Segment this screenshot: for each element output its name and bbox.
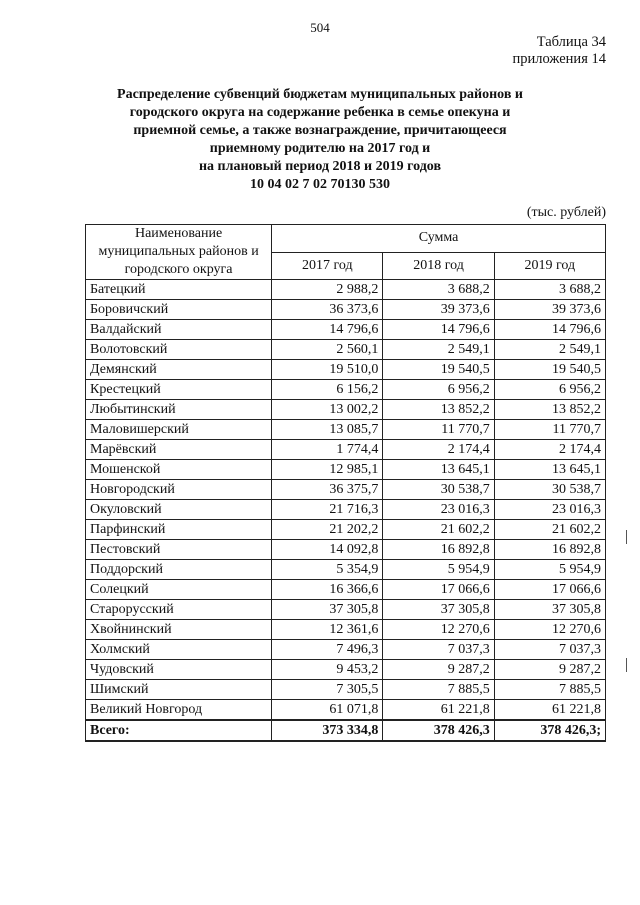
table-row xyxy=(86,440,606,460)
value-2018: 17 066,6 xyxy=(383,580,494,600)
value-2018: 3 688,2 xyxy=(383,280,494,300)
document-title xyxy=(80,86,560,194)
total-2019: 378 426,3; xyxy=(494,720,605,741)
district-name: Маловишерский xyxy=(86,420,272,440)
value-2019: 21 602,2 xyxy=(494,520,605,540)
appendix-label: приложения 14 xyxy=(512,51,606,67)
district-name: Шимский xyxy=(86,680,272,700)
value-2019: 14 796,6 xyxy=(494,320,605,340)
table-row xyxy=(86,300,606,320)
value-2017: 21 716,3 xyxy=(272,500,383,520)
table-row xyxy=(86,520,606,540)
value-2018: 21 602,2 xyxy=(383,520,494,540)
value-2017: 9 453,2 xyxy=(272,660,383,680)
district-name: Окуловский xyxy=(86,500,272,520)
value-2019: 61 221,8 xyxy=(494,700,605,721)
value-2018: 6 956,2 xyxy=(383,380,494,400)
value-2017: 37 305,8 xyxy=(272,600,383,620)
title-line: на плановый период 2018 и 2019 годов xyxy=(198,159,442,174)
table-row xyxy=(86,360,606,380)
total-label: Всего: xyxy=(86,720,272,741)
district-name: Крестецкий xyxy=(86,380,272,400)
table-row xyxy=(86,400,606,420)
value-2017: 7 496,3 xyxy=(272,640,383,660)
value-2019: 7 885,5 xyxy=(494,680,605,700)
value-2019: 19 540,5 xyxy=(494,360,605,380)
value-2017: 14 092,8 xyxy=(272,540,383,560)
value-2018: 2 174,4 xyxy=(383,440,494,460)
district-name: Хвойнинский xyxy=(86,620,272,640)
header-year-2017: 2017 год xyxy=(272,252,383,280)
district-name: Валдайский xyxy=(86,320,272,340)
table-row xyxy=(86,460,606,480)
value-2018: 11 770,7 xyxy=(383,420,494,440)
value-2017: 21 202,2 xyxy=(272,520,383,540)
title-line: приемной семье, а также вознаграждение, причитающееся xyxy=(133,123,507,138)
value-2018: 7 037,3 xyxy=(383,640,494,660)
value-2017: 6 156,2 xyxy=(272,380,383,400)
value-2018: 39 373,6 xyxy=(383,300,494,320)
value-2019: 9 287,2 xyxy=(494,660,605,680)
district-name: Чудовский xyxy=(86,660,272,680)
value-2018: 9 287,2 xyxy=(383,660,494,680)
value-2019: 2 174,4 xyxy=(494,440,605,460)
value-2017: 2 988,2 xyxy=(272,280,383,300)
table-label: Таблица 34 xyxy=(536,34,606,50)
value-2018: 23 016,3 xyxy=(383,500,494,520)
table-body xyxy=(86,280,606,721)
value-2018: 12 270,6 xyxy=(383,620,494,640)
district-name: Мошенской xyxy=(86,460,272,480)
value-2018: 61 221,8 xyxy=(383,700,494,721)
district-name: Старорусский xyxy=(86,600,272,620)
value-2019: 39 373,6 xyxy=(494,300,605,320)
table-row xyxy=(86,580,606,600)
value-2019: 16 892,8 xyxy=(494,540,605,560)
table-row xyxy=(86,680,606,700)
district-name: Солецкий xyxy=(86,580,272,600)
value-2019: 11 770,7 xyxy=(494,420,605,440)
value-2018: 14 796,6 xyxy=(383,320,494,340)
district-name: Пестовский xyxy=(86,540,272,560)
value-2017: 14 796,6 xyxy=(272,320,383,340)
title-line: приемному родителю на 2017 год и xyxy=(209,141,431,156)
value-2018: 13 645,1 xyxy=(383,460,494,480)
value-2019: 7 037,3 xyxy=(494,640,605,660)
table-row xyxy=(86,620,606,640)
value-2019: 30 538,7 xyxy=(494,480,605,500)
header-name: Наименование муниципальных районов и городского округа xyxy=(86,225,272,280)
value-2017: 1 774,4 xyxy=(272,440,383,460)
table-row xyxy=(86,560,606,580)
district-name: Великий Новгород xyxy=(86,700,272,721)
value-2018: 19 540,5 xyxy=(383,360,494,380)
table-row xyxy=(86,480,606,500)
margin-mark xyxy=(626,530,627,544)
value-2018: 5 954,9 xyxy=(383,560,494,580)
table-row xyxy=(86,540,606,560)
value-2017: 13 002,2 xyxy=(272,400,383,420)
value-2017: 61 071,8 xyxy=(272,700,383,721)
table-row xyxy=(86,380,606,400)
budget-code: 10 04 02 7 02 70130 530 xyxy=(250,177,390,192)
value-2018: 37 305,8 xyxy=(383,600,494,620)
value-2017: 5 354,9 xyxy=(272,560,383,580)
value-2019: 23 016,3 xyxy=(494,500,605,520)
district-name: Любытинский xyxy=(86,400,272,420)
total-2018: 378 426,3 xyxy=(383,720,494,741)
value-2017: 36 373,6 xyxy=(272,300,383,320)
header-year-2018: 2018 год xyxy=(383,252,494,280)
district-name: Парфинский xyxy=(86,520,272,540)
value-2019: 12 270,6 xyxy=(494,620,605,640)
table-row xyxy=(86,340,606,360)
value-2017: 36 375,7 xyxy=(272,480,383,500)
header-sum: Сумма xyxy=(272,225,606,253)
title-line: Распределение субвенций бюджетам муниципальных районов и xyxy=(117,87,523,102)
title-line: городского округа на содержание ребенка в семье опекуна и xyxy=(129,105,511,120)
district-name: Батецкий xyxy=(86,280,272,300)
value-2017: 12 361,6 xyxy=(272,620,383,640)
district-name: Боровичский xyxy=(86,300,272,320)
district-name: Волотовский xyxy=(86,340,272,360)
value-2019: 37 305,8 xyxy=(494,600,605,620)
district-name: Новгородский xyxy=(86,480,272,500)
value-2017: 12 985,1 xyxy=(272,460,383,480)
table-row xyxy=(86,600,606,620)
value-2019: 17 066,6 xyxy=(494,580,605,600)
header-year-2019: 2019 год xyxy=(494,252,605,280)
margin-mark xyxy=(626,658,627,672)
value-2018: 16 892,8 xyxy=(383,540,494,560)
table-row xyxy=(86,280,606,300)
value-2019: 3 688,2 xyxy=(494,280,605,300)
district-name: Демянский xyxy=(86,360,272,380)
value-2019: 6 956,2 xyxy=(494,380,605,400)
total-2017: 373 334,8 xyxy=(272,720,383,741)
value-2019: 5 954,9 xyxy=(494,560,605,580)
district-name: Холмский xyxy=(86,640,272,660)
value-2019: 13 645,1 xyxy=(494,460,605,480)
total-row xyxy=(86,720,606,741)
table-row xyxy=(86,640,606,660)
table-row xyxy=(86,420,606,440)
value-2019: 2 549,1 xyxy=(494,340,605,360)
table-row xyxy=(86,500,606,520)
value-2017: 19 510,0 xyxy=(272,360,383,380)
value-2017: 2 560,1 xyxy=(272,340,383,360)
value-2017: 16 366,6 xyxy=(272,580,383,600)
page-number: 504 xyxy=(310,20,330,35)
table-row xyxy=(86,700,606,721)
units-label: (тыс. рублей) xyxy=(526,205,606,220)
district-name: Поддорский xyxy=(86,560,272,580)
value-2018: 13 852,2 xyxy=(383,400,494,420)
table-row xyxy=(86,320,606,340)
subvention-table xyxy=(85,224,606,742)
value-2018: 2 549,1 xyxy=(383,340,494,360)
table-reference xyxy=(513,34,606,68)
table-row xyxy=(86,660,606,680)
value-2018: 30 538,7 xyxy=(383,480,494,500)
value-2017: 13 085,7 xyxy=(272,420,383,440)
value-2019: 13 852,2 xyxy=(494,400,605,420)
district-name: Марёвский xyxy=(86,440,272,460)
value-2017: 7 305,5 xyxy=(272,680,383,700)
value-2018: 7 885,5 xyxy=(383,680,494,700)
